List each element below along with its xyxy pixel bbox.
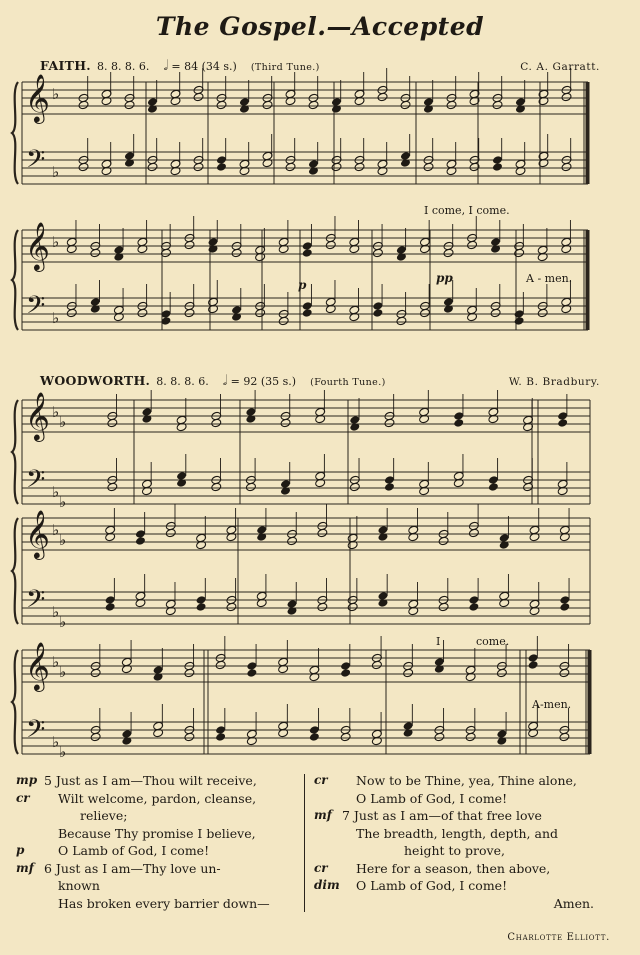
note-head <box>537 308 548 318</box>
note-head <box>468 602 479 612</box>
system-brace <box>12 82 18 184</box>
note-head <box>403 668 414 678</box>
tune-composer: C. A. Garratt. <box>520 61 600 73</box>
note-head <box>184 668 195 678</box>
note-head <box>302 308 313 318</box>
verse-line <box>16 895 301 913</box>
dynamic-mark: cr <box>314 860 328 875</box>
lyric-come: come. <box>476 635 510 648</box>
note-head <box>211 482 222 492</box>
bass-clef-icon: 𝄢 <box>26 465 46 500</box>
dynamic-mark: cr <box>16 790 30 805</box>
dynamic-mark: cr <box>314 773 328 787</box>
tune-name: WOODWORTH. <box>40 373 151 388</box>
note-head <box>78 162 89 172</box>
column-divider <box>304 774 305 912</box>
verse-text: O Lamb of God, I come! <box>356 878 508 893</box>
dynamic-mark: dim <box>314 878 340 892</box>
note-head <box>559 732 570 742</box>
note-head <box>488 482 499 492</box>
verse-text: known <box>58 878 100 893</box>
verse-text: Because Thy promise I believe, <box>58 825 256 841</box>
note-head <box>423 162 434 172</box>
note-head <box>280 418 291 428</box>
dynamic-mark <box>314 842 342 860</box>
note-head <box>528 660 539 670</box>
verse-text: Amen. <box>553 895 594 911</box>
dynamic-mark: p <box>16 843 25 857</box>
flat-icon: ♭ <box>59 531 67 549</box>
tempo-value: = 84 (34 s.) <box>171 60 237 73</box>
flat-icon: ♭ <box>52 483 60 501</box>
flat-icon: ♭ <box>52 403 60 421</box>
note-head <box>66 308 77 318</box>
lyric-i-come: I come, I come. <box>424 204 510 217</box>
verse-text: Now to be Thine, yea, Thine alone, <box>356 773 577 788</box>
bass-clef-icon: 𝄢 <box>26 715 46 750</box>
verse-line <box>16 772 301 790</box>
note-head <box>255 308 266 318</box>
note-head <box>514 248 525 258</box>
verse-text: 7 Just as I am—of that free love <box>342 808 542 823</box>
bass-clef-icon: 𝄢 <box>26 291 46 326</box>
page-title: The Gospel.—Accepted <box>155 12 485 41</box>
lyric-amen: A-men. <box>532 698 572 711</box>
verse-line <box>314 895 614 913</box>
note-head <box>308 100 319 110</box>
flat-icon: ♭ <box>52 733 60 751</box>
tune-number: (Fourth Tune.) <box>310 377 386 388</box>
dynamic-pp: pp <box>436 271 453 285</box>
dynamic-mark <box>16 877 44 895</box>
flat-icon: ♭ <box>52 233 60 251</box>
system-brace <box>12 650 18 754</box>
verse-line <box>16 842 301 860</box>
treble-clef-icon: 𝄞 <box>25 509 50 558</box>
note-head <box>434 732 445 742</box>
verse-line <box>16 790 301 808</box>
note-head <box>514 316 525 326</box>
verse-text: 6 Just as I am—Thy love un- <box>44 860 221 876</box>
tune-name: FAITH. <box>40 58 91 73</box>
note-head <box>384 418 395 428</box>
note-head <box>309 732 320 742</box>
flat-icon: ♭ <box>59 493 67 511</box>
note-head <box>165 528 176 538</box>
tempo-value: = 92 (35 s.) <box>230 375 297 388</box>
flat-icon: ♭ <box>52 85 60 103</box>
note-head <box>78 100 89 110</box>
note-head <box>372 248 383 258</box>
note-head <box>317 602 328 612</box>
half-note-icon: 𝅗𝅥 <box>222 373 228 389</box>
tune-composer: W. B. Bradbury. <box>508 376 600 388</box>
verse-line <box>314 772 614 790</box>
note-head <box>278 316 289 326</box>
dynamic-mark <box>16 807 44 825</box>
verse-text: Has broken every barrier down— <box>58 895 270 911</box>
treble-clef-icon: 𝄞 <box>25 641 50 690</box>
dynamic-mark <box>314 825 342 843</box>
flat-icon: ♭ <box>59 663 67 681</box>
note-head <box>215 660 226 670</box>
note-head <box>226 602 237 612</box>
verse-text: height to prove, <box>404 843 505 858</box>
note-head <box>147 162 158 172</box>
verse-text: relieve; <box>80 808 128 823</box>
system-brace <box>12 400 18 504</box>
note-head <box>446 100 457 110</box>
system-brace <box>12 230 18 330</box>
verse-text: Here for a season, then above, <box>356 860 551 876</box>
half-note-icon: 𝅗𝅥 <box>163 58 168 74</box>
verse-line <box>314 807 614 825</box>
verse-line <box>16 825 301 843</box>
note-head <box>384 482 395 492</box>
flat-icon: ♭ <box>52 603 60 621</box>
note-head <box>557 418 568 428</box>
verse-line <box>314 790 614 808</box>
note-head <box>438 602 449 612</box>
note-head <box>196 602 207 612</box>
note-head <box>347 602 358 612</box>
note-head <box>490 308 501 318</box>
note-head <box>453 418 464 428</box>
note-head <box>90 668 101 678</box>
note-head <box>124 100 135 110</box>
note-head <box>443 248 454 258</box>
note-head <box>302 248 313 258</box>
verses-left-column <box>16 772 301 912</box>
note-head <box>90 248 101 258</box>
verse-text: The breadth, length, depth, and <box>356 825 559 841</box>
note-head <box>377 92 388 102</box>
tune-meter: 8. 8. 8. 6. <box>156 375 209 388</box>
note-head <box>193 92 204 102</box>
verse-text: Wilt welcome, pardon, cleanse, <box>58 790 257 806</box>
tune-meter: 8. 8. 8. 6. <box>96 60 150 73</box>
note-head <box>349 482 360 492</box>
note-head <box>246 668 257 678</box>
verse-line <box>16 807 301 825</box>
flat-icon: ♭ <box>52 521 60 539</box>
note-head <box>262 100 273 110</box>
note-head <box>496 668 507 678</box>
dynamic-mark <box>314 895 342 913</box>
verse-line <box>314 825 614 843</box>
dynamic-mark <box>314 790 342 808</box>
note-head <box>137 308 148 318</box>
note-head <box>372 308 383 318</box>
verses-right-column <box>314 772 614 912</box>
note-head <box>245 482 256 492</box>
note-head <box>287 536 298 546</box>
note-head <box>438 536 449 546</box>
note-head <box>216 162 227 172</box>
verse-line <box>16 877 301 895</box>
verse-text: O Lamb of God, I come! <box>58 843 210 858</box>
note-head <box>211 418 222 428</box>
tune-number: (Third Tune.) <box>250 62 320 73</box>
flat-icon: ♭ <box>59 613 67 631</box>
note-head <box>561 162 572 172</box>
bass-clef-icon: 𝄢 <box>26 145 46 180</box>
note-head <box>325 240 336 250</box>
note-head <box>340 732 351 742</box>
dynamic-mark <box>16 825 44 843</box>
note-head <box>105 602 116 612</box>
bass-clef-icon: 𝄢 <box>26 585 46 620</box>
verse-text: 5 Just as I am—Thou wilt receive, <box>44 773 257 788</box>
note-head <box>396 316 407 326</box>
lyric-i: I <box>436 635 441 648</box>
note-head <box>465 732 476 742</box>
note-head <box>193 162 204 172</box>
system-brace <box>12 518 18 624</box>
dynamic-mark: mf <box>314 808 332 822</box>
note-head <box>492 162 503 172</box>
flat-icon: ♭ <box>52 163 60 181</box>
note-head <box>331 162 342 172</box>
note-head <box>559 668 570 678</box>
hymn-author: Charlotte Elliott. <box>507 932 610 943</box>
note-head <box>107 418 118 428</box>
note-head <box>107 482 118 492</box>
note-head <box>184 240 195 250</box>
dynamic-mark <box>16 895 44 913</box>
note-head <box>561 92 572 102</box>
note-head <box>184 732 195 742</box>
note-head <box>400 100 411 110</box>
verse-line <box>314 877 614 895</box>
note-head <box>135 536 146 546</box>
verse-line <box>16 860 301 878</box>
note-head <box>90 732 101 742</box>
flat-icon: ♭ <box>59 743 67 760</box>
treble-clef-icon: 𝄞 <box>25 73 50 122</box>
note-head <box>419 308 430 318</box>
lyric-amen: A - men. <box>526 272 573 285</box>
note-head <box>467 240 478 250</box>
dynamic-p: p <box>298 278 307 292</box>
flat-icon: ♭ <box>52 309 60 327</box>
flat-icon: ♭ <box>52 653 60 671</box>
note-head <box>340 668 351 678</box>
note-head <box>371 660 382 670</box>
dynamic-mark: mp <box>16 773 38 787</box>
verse-line <box>314 860 614 878</box>
note-head <box>285 162 296 172</box>
note-head <box>215 732 226 742</box>
verse-line <box>314 842 614 860</box>
note-head <box>216 100 227 110</box>
treble-clef-icon: 𝄞 <box>25 221 50 270</box>
note-head <box>559 602 570 612</box>
note-head <box>492 100 503 110</box>
dynamic-mark: mf <box>16 860 34 875</box>
note-head <box>184 308 195 318</box>
note-head <box>354 162 365 172</box>
verse-text: O Lamb of God, I come! <box>356 790 508 806</box>
flat-icon: ♭ <box>59 413 67 431</box>
note-head <box>231 248 242 258</box>
hymn-verses <box>0 772 640 952</box>
note-head <box>468 528 479 538</box>
note-head <box>317 528 328 538</box>
treble-clef-icon: 𝄞 <box>25 391 50 440</box>
